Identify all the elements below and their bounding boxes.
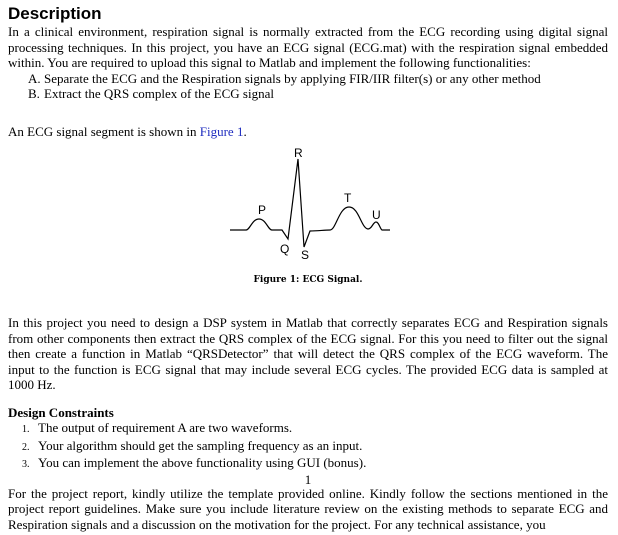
- ecg-label-p: P: [258, 203, 267, 217]
- constraint-text: You can implement the above functionality using GUI (bonus).: [38, 455, 367, 470]
- page-number: 1: [304, 471, 312, 487]
- figure-caption: Figure 1: ECG Signal.: [253, 275, 363, 285]
- ecg-waveform: [218, 147, 398, 277]
- intro-paragraph: In a clinical environment, respiration signal is normally extracted from the ECG recording using digital signal processing techniques. In this project, you have an ECG signal (ECG.mat) with the respiration signal embedded within. You are required to upload this signal to Matlab and implement the following functionalities:: [8, 24, 608, 70]
- ecg-label-u: U: [372, 208, 381, 222]
- figure-intro: [8, 124, 608, 140]
- constraint-marker: 3.: [22, 459, 30, 470]
- requirement-item: [8, 71, 608, 87]
- document-page: [8, 4, 608, 532]
- ecg-label-r: R: [294, 147, 303, 160]
- figure-intro-end: .: [243, 123, 247, 139]
- requirement-marker: A.: [28, 70, 41, 86]
- project-paragraph: In this project you need to design a DSP system in Matlab that correctly separates ECG and Respiration signals from other components then extract the QRS complex of the ECG signal. For this you need to filter out the signal then create a function in Matlab “QRSDetector” that will detect the QRS complex of the ECG waveform. The input to the function is ECG signal that may include several ECG cycles. The provided ECG data is sampled at 1000 Hz.: [8, 315, 608, 392]
- requirement-item: [8, 86, 608, 102]
- constraint-marker: 2.: [22, 441, 30, 453]
- design-constraints-list: [8, 420, 608, 473]
- requirement-text: Separate the ECG and the Respiration signals by applying FIR/IIR filter(s) or any other method: [44, 70, 541, 86]
- ecg-label-q: Q: [280, 242, 290, 256]
- constraint-marker: 1.: [22, 424, 30, 435]
- figure-intro-text: An ECG signal segment is shown in: [8, 123, 200, 139]
- requirement-marker: B.: [28, 86, 40, 101]
- ecg-trace: [230, 159, 390, 247]
- constraint-item: [8, 438, 608, 456]
- design-constraints-heading: Design Constraints: [8, 404, 114, 420]
- requirement-text: Extract the QRS complex of the ECG signal: [44, 86, 274, 101]
- report-paragraph: For the project report, kindly utilize the template provided online. Kindly follow the sections mentioned in the project report guidelines. Make sure you include literature review on the existing methods to separate ECG and Respiration signals and a discussion on the motivation for the project. For any technical assistance, you: [8, 485, 608, 532]
- requirements-list: [8, 71, 608, 102]
- ecg-label-s: S: [301, 248, 310, 262]
- figure-reference-link[interactable]: Figure 1: [199, 123, 244, 139]
- ecg-label-t: T: [344, 191, 352, 205]
- constraint-text: The output of requirement A are two waveforms.: [38, 420, 293, 435]
- constraint-item: [8, 455, 608, 473]
- constraint-item: [8, 420, 608, 438]
- ecg-figure: [8, 139, 608, 289]
- constraint-text: Your algorithm should get the sampling frequency as an input.: [38, 437, 363, 453]
- section-title: Description: [8, 4, 102, 23]
